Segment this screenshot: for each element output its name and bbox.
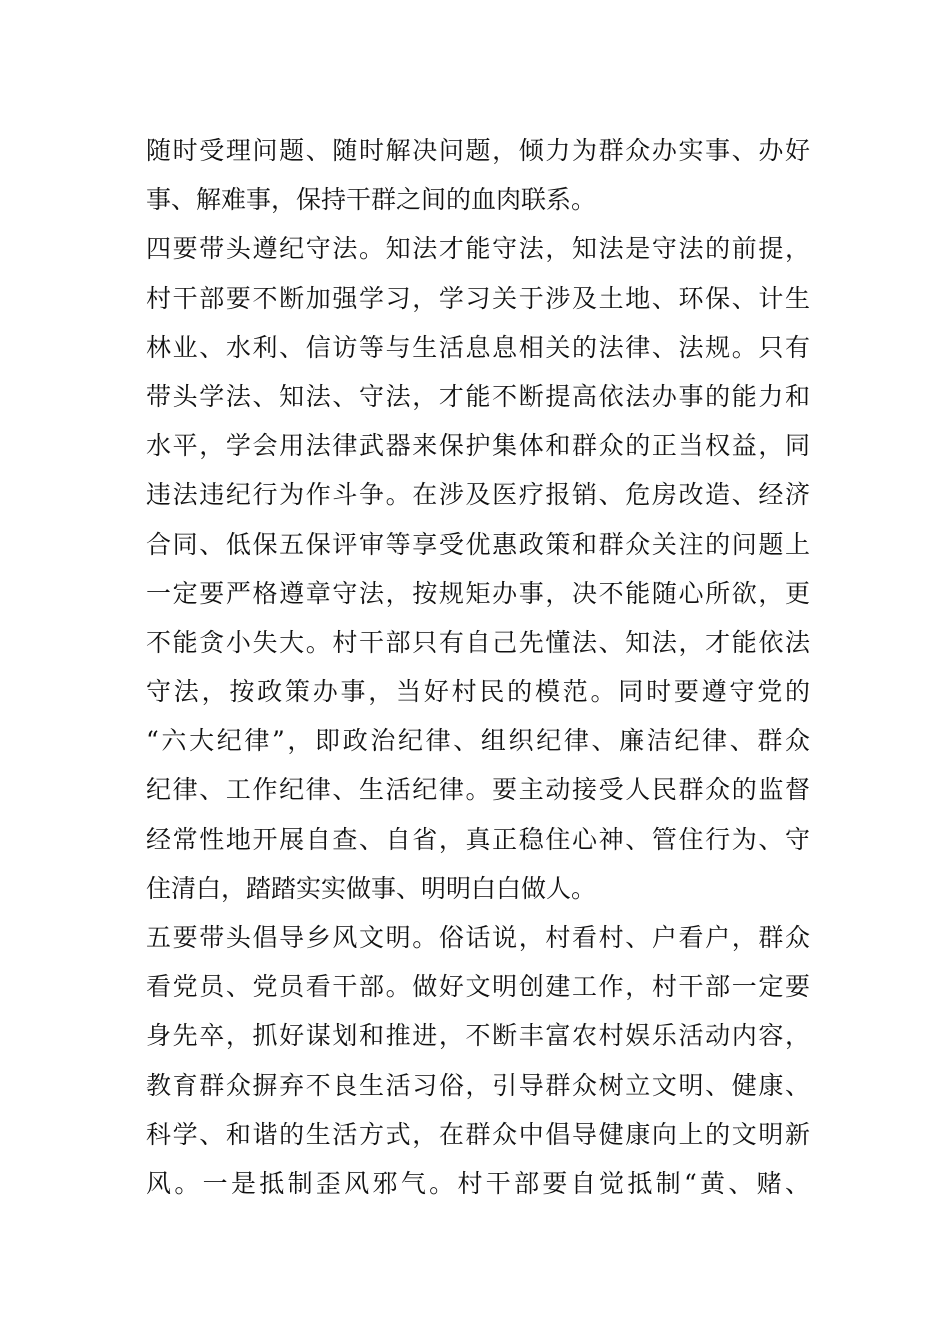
text-line: 水平，学会用法律武器来保护集体和群众的正当权益，同 [146, 431, 810, 461]
text-line: 经常性地开展自查、自省，真正稳住心神、管住行为、守 [146, 824, 810, 854]
text-line: 事、解难事，保持干群之间的血肉联系。 [146, 185, 597, 215]
text-line: 随时受理问题、随时解决问题，倾力为群众办实事、办好 [146, 136, 810, 165]
text-line: 风。一是抵制歪风邪气。村干部要自觉抵制“黄、赌、 [146, 1168, 810, 1198]
text-line: 四要带头遵纪守法。知法才能守法，知法是守法的前提， [146, 234, 810, 264]
text-line: 林业、水利、信访等与生活息息相关的法律、法规。只有 [146, 332, 810, 362]
text-line: 村干部要不断加强学习，学习关于涉及土地、环保、计生 [146, 283, 810, 313]
text-line: 五要带头倡导乡风文明。俗话说，村看村、户看户，群众 [146, 923, 810, 952]
text-line: 身先卒，抓好谋划和推进，不断丰富农村娱乐活动内容， [146, 1021, 810, 1051]
text-line: 科学、和谐的生活方式，在群众中倡导健康向上的文明新 [146, 1119, 810, 1149]
text-line: 一定要严格遵章守法，按规矩办事，决不能随心所欲，更 [146, 578, 810, 608]
text-line: 看党员、党员看干部。做好文明创建工作，村干部一定要 [146, 972, 810, 1002]
text-line: 合同、低保五保评审等享受优惠政策和群众关注的问题上 [146, 529, 810, 559]
text-line: 不能贪小失大。村干部只有自己先懂法、知法，才能依法 [146, 627, 810, 657]
text-line: 守法，按政策办事，当好村民的模范。同时要遵守党的 [146, 677, 810, 707]
text-line: 教育群众摒弃不良生活习俗，引导群众树立文明、健康、 [146, 1070, 810, 1100]
text-line: 带头学法、知法、守法，才能不断提高依法办事的能力和 [146, 381, 810, 411]
text-line: 纪律、工作纪律、生活纪律。要主动接受人民群众的监督 [146, 775, 810, 805]
body-text [146, 126, 810, 1208]
text-line: 违法违纪行为作斗争。在涉及医疗报销、危房改造、经济 [146, 480, 810, 510]
text-line: “六大纪律”，即政治纪律、组织纪律、廉洁纪律、群众 [146, 726, 810, 756]
text-line: 住清白，踏踏实实做事、明明白白做人。 [146, 873, 597, 903]
